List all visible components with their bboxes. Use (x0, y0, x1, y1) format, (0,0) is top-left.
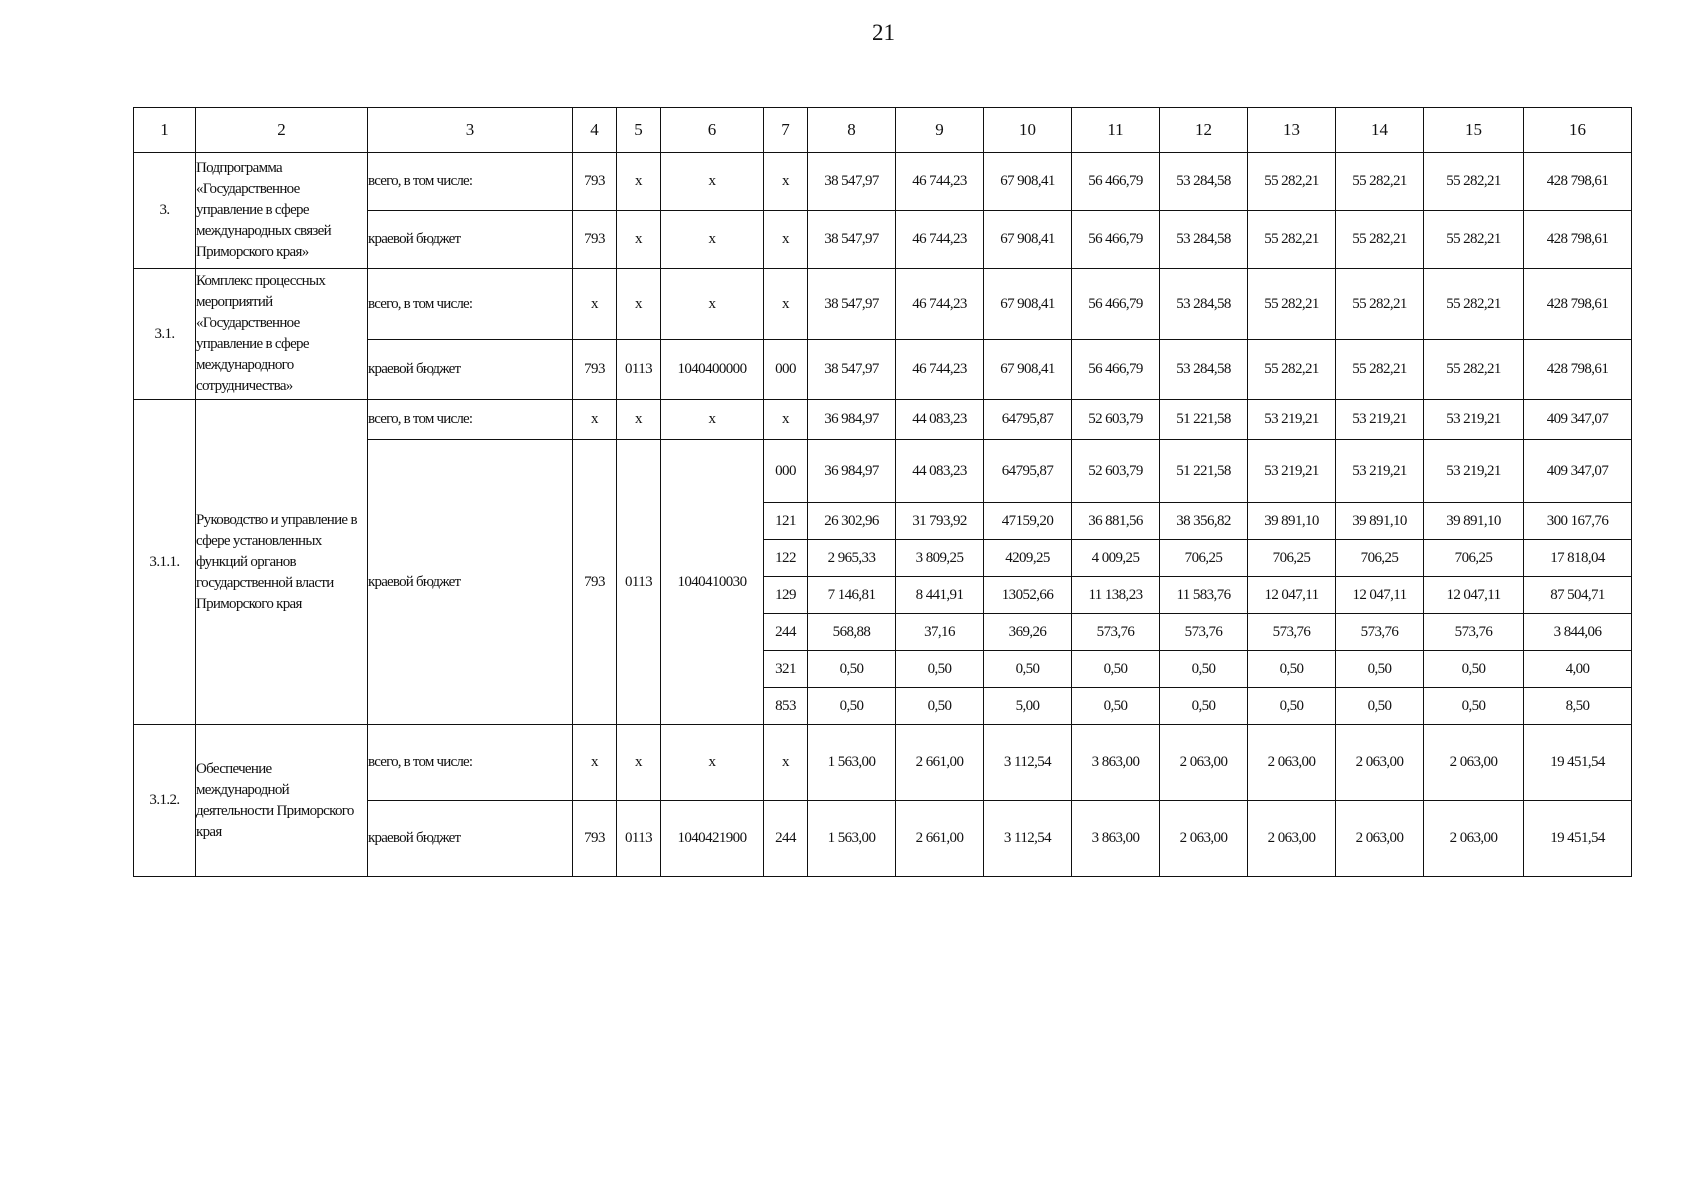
value-cell: 0,50 (1248, 688, 1336, 725)
value-cell: 4 009,25 (1072, 540, 1160, 577)
value-cell: 0,50 (896, 688, 984, 725)
value-cell: 0,50 (896, 651, 984, 688)
code-cell: 0113 (617, 440, 661, 725)
value-cell: 0,50 (1336, 651, 1424, 688)
value-cell: 38 547,97 (808, 340, 896, 400)
value-cell: 56 466,79 (1072, 269, 1160, 340)
value-cell: 2 063,00 (1160, 725, 1248, 801)
code-cell: х (617, 153, 661, 211)
total-cell: 300 167,76 (1524, 503, 1632, 540)
value-cell: 573,76 (1248, 614, 1336, 651)
code-cell: х (764, 400, 808, 440)
code-cell: 244 (764, 801, 808, 877)
value-cell: 55 282,21 (1336, 340, 1424, 400)
value-cell: 573,76 (1072, 614, 1160, 651)
total-cell: 8,50 (1524, 688, 1632, 725)
value-cell: 46 744,23 (896, 211, 984, 269)
value-cell: 573,76 (1160, 614, 1248, 651)
value-cell: 56 466,79 (1072, 340, 1160, 400)
header-cell: 12 (1160, 108, 1248, 153)
value-cell: 67 908,41 (984, 211, 1072, 269)
code-cell: х (617, 269, 661, 340)
code-cell: 793 (573, 440, 617, 725)
header-cell: 4 (573, 108, 617, 153)
code-cell: 121 (764, 503, 808, 540)
total-cell: 3 844,06 (1524, 614, 1632, 651)
value-cell: 706,25 (1160, 540, 1248, 577)
value-cell: 47159,20 (984, 503, 1072, 540)
value-cell: 38 547,97 (808, 211, 896, 269)
value-cell: 55 282,21 (1424, 211, 1524, 269)
code-cell: 000 (764, 440, 808, 503)
value-cell: 3 112,54 (984, 801, 1072, 877)
table-row (134, 269, 1632, 340)
value-cell: 36 984,97 (808, 400, 896, 440)
header-cell: 10 (984, 108, 1072, 153)
value-cell: 4209,25 (984, 540, 1072, 577)
value-cell: 7 146,81 (808, 577, 896, 614)
value-cell: 12 047,11 (1336, 577, 1424, 614)
funding-source: всего, в том числе: (368, 400, 573, 440)
row-title: Подпрограмма «Государственное управление в сфере международных связей Приморского края» (196, 153, 368, 269)
value-cell: 1 563,00 (808, 725, 896, 801)
total-cell: 19 451,54 (1524, 725, 1632, 801)
value-cell: 2 965,33 (808, 540, 896, 577)
value-cell: 0,50 (1072, 651, 1160, 688)
total-cell: 428 798,61 (1524, 211, 1632, 269)
value-cell: 2 063,00 (1248, 725, 1336, 801)
value-cell: 0,50 (1160, 651, 1248, 688)
total-cell: 428 798,61 (1524, 340, 1632, 400)
code-cell: 1040410030 (661, 440, 764, 725)
header-cell: 16 (1524, 108, 1632, 153)
funding-source: краевой бюджет (368, 440, 573, 725)
code-cell: 1040421900 (661, 801, 764, 877)
row-title: Комплекс процессных мероприятий «Государственное управление в сфере международного сотрудничества» (196, 269, 368, 400)
value-cell: 52 603,79 (1072, 400, 1160, 440)
code-cell: х (617, 725, 661, 801)
value-cell: 53 219,21 (1424, 400, 1524, 440)
value-cell: 8 441,91 (896, 577, 984, 614)
header-cell: 8 (808, 108, 896, 153)
header-cell: 15 (1424, 108, 1524, 153)
value-cell: 55 282,21 (1424, 340, 1524, 400)
value-cell: 55 282,21 (1248, 340, 1336, 400)
value-cell: 55 282,21 (1424, 269, 1524, 340)
total-cell: 4,00 (1524, 651, 1632, 688)
value-cell: 1 563,00 (808, 801, 896, 877)
total-cell: 17 818,04 (1524, 540, 1632, 577)
code-cell: 793 (573, 211, 617, 269)
value-cell: 2 661,00 (896, 725, 984, 801)
value-cell: 39 891,10 (1336, 503, 1424, 540)
funding-source: всего, в том числе: (368, 153, 573, 211)
value-cell: 44 083,23 (896, 400, 984, 440)
value-cell: 706,25 (1248, 540, 1336, 577)
value-cell: 3 863,00 (1072, 725, 1160, 801)
code-cell: 793 (573, 340, 617, 400)
total-cell: 19 451,54 (1524, 801, 1632, 877)
value-cell: 53 219,21 (1248, 440, 1336, 503)
value-cell: 573,76 (1424, 614, 1524, 651)
value-cell: 56 466,79 (1072, 153, 1160, 211)
value-cell: 39 891,10 (1248, 503, 1336, 540)
value-cell: 53 219,21 (1424, 440, 1524, 503)
value-cell: 706,25 (1424, 540, 1524, 577)
funding-source: всего, в том числе: (368, 269, 573, 340)
table-row (134, 725, 1632, 801)
value-cell: 0,50 (1336, 688, 1424, 725)
value-cell: 0,50 (1248, 651, 1336, 688)
page-number: 21 (872, 20, 895, 45)
value-cell: 67 908,41 (984, 340, 1072, 400)
total-cell: 428 798,61 (1524, 269, 1632, 340)
code-cell: х (573, 269, 617, 340)
value-cell: 3 809,25 (896, 540, 984, 577)
value-cell: 55 282,21 (1424, 153, 1524, 211)
code-cell: 853 (764, 688, 808, 725)
value-cell: 53 284,58 (1160, 269, 1248, 340)
value-cell: 38 547,97 (808, 269, 896, 340)
code-cell: х (661, 211, 764, 269)
value-cell: 53 219,21 (1336, 400, 1424, 440)
value-cell: 0,50 (1160, 688, 1248, 725)
header-cell: 2 (196, 108, 368, 153)
value-cell: 46 744,23 (896, 269, 984, 340)
value-cell: 55 282,21 (1248, 269, 1336, 340)
value-cell: 51 221,58 (1160, 400, 1248, 440)
row-number: 3.1. (134, 269, 196, 400)
code-cell: х (573, 400, 617, 440)
code-cell: х (764, 269, 808, 340)
value-cell: 46 744,23 (896, 340, 984, 400)
value-cell: 64795,87 (984, 400, 1072, 440)
value-cell: 55 282,21 (1336, 211, 1424, 269)
code-cell: х (661, 269, 764, 340)
budget-table (133, 107, 1632, 877)
row-title: Руководство и управление в сфере установленных функций органов государственной власти Приморского края (196, 400, 368, 725)
value-cell: 46 744,23 (896, 153, 984, 211)
value-cell: 37,16 (896, 614, 984, 651)
header-cell: 5 (617, 108, 661, 153)
code-cell: х (764, 211, 808, 269)
value-cell: 2 063,00 (1248, 801, 1336, 877)
code-cell: х (661, 400, 764, 440)
value-cell: 2 661,00 (896, 801, 984, 877)
value-cell: 53 219,21 (1336, 440, 1424, 503)
code-cell: 321 (764, 651, 808, 688)
header-cell: 1 (134, 108, 196, 153)
value-cell: 2 063,00 (1336, 801, 1424, 877)
value-cell: 52 603,79 (1072, 440, 1160, 503)
header-row (134, 108, 1632, 153)
value-cell: 3 863,00 (1072, 801, 1160, 877)
value-cell: 0,50 (1072, 688, 1160, 725)
header-cell: 9 (896, 108, 984, 153)
header-cell: 6 (661, 108, 764, 153)
header-cell: 13 (1248, 108, 1336, 153)
value-cell: 53 284,58 (1160, 153, 1248, 211)
code-cell: х (573, 725, 617, 801)
row-number: 3.1.2. (134, 725, 196, 877)
value-cell: 38 356,82 (1160, 503, 1248, 540)
total-cell: 428 798,61 (1524, 153, 1632, 211)
code-cell: 793 (573, 153, 617, 211)
table-row (134, 153, 1632, 211)
value-cell: 55 282,21 (1336, 153, 1424, 211)
value-cell: 2 063,00 (1424, 725, 1524, 801)
value-cell: 0,50 (808, 651, 896, 688)
value-cell: 2 063,00 (1336, 725, 1424, 801)
value-cell: 44 083,23 (896, 440, 984, 503)
code-cell: 129 (764, 577, 808, 614)
value-cell: 38 547,97 (808, 153, 896, 211)
value-cell: 53 219,21 (1248, 400, 1336, 440)
value-cell: 55 282,21 (1336, 269, 1424, 340)
value-cell: 0,50 (1424, 651, 1524, 688)
value-cell: 53 284,58 (1160, 340, 1248, 400)
code-cell: х (661, 153, 764, 211)
value-cell: 0,50 (1424, 688, 1524, 725)
value-cell: 51 221,58 (1160, 440, 1248, 503)
value-cell: 12 047,11 (1424, 577, 1524, 614)
header-cell: 3 (368, 108, 573, 153)
value-cell: 36 881,56 (1072, 503, 1160, 540)
funding-source: краевой бюджет (368, 211, 573, 269)
code-cell: 244 (764, 614, 808, 651)
funding-source: всего, в том числе: (368, 725, 573, 801)
table-row (134, 400, 1632, 440)
value-cell: 55 282,21 (1248, 211, 1336, 269)
total-cell: 409 347,07 (1524, 400, 1632, 440)
value-cell: 39 891,10 (1424, 503, 1524, 540)
value-cell: 53 284,58 (1160, 211, 1248, 269)
value-cell: 64795,87 (984, 440, 1072, 503)
row-title: Обеспечение международной деятельности Приморского края (196, 725, 368, 877)
header-cell: 11 (1072, 108, 1160, 153)
code-cell: 1040400000 (661, 340, 764, 400)
value-cell: 0,50 (984, 651, 1072, 688)
value-cell: 12 047,11 (1248, 577, 1336, 614)
value-cell: 2 063,00 (1424, 801, 1524, 877)
value-cell: 67 908,41 (984, 269, 1072, 340)
value-cell: 3 112,54 (984, 725, 1072, 801)
code-cell: х (617, 211, 661, 269)
funding-source: краевой бюджет (368, 801, 573, 877)
value-cell: 11 138,23 (1072, 577, 1160, 614)
value-cell: 56 466,79 (1072, 211, 1160, 269)
value-cell: 31 793,92 (896, 503, 984, 540)
code-cell: х (764, 725, 808, 801)
value-cell: 67 908,41 (984, 153, 1072, 211)
code-cell: 0113 (617, 340, 661, 400)
total-cell: 409 347,07 (1524, 440, 1632, 503)
value-cell: 13052,66 (984, 577, 1072, 614)
value-cell: 26 302,96 (808, 503, 896, 540)
value-cell: 55 282,21 (1248, 153, 1336, 211)
code-cell: х (764, 153, 808, 211)
value-cell: 568,88 (808, 614, 896, 651)
code-cell: 0113 (617, 801, 661, 877)
value-cell: 2 063,00 (1160, 801, 1248, 877)
header-cell: 7 (764, 108, 808, 153)
value-cell: 706,25 (1336, 540, 1424, 577)
code-cell: 793 (573, 801, 617, 877)
total-cell: 87 504,71 (1524, 577, 1632, 614)
funding-source: краевой бюджет (368, 340, 573, 400)
row-number: 3. (134, 153, 196, 269)
value-cell: 11 583,76 (1160, 577, 1248, 614)
value-cell: 36 984,97 (808, 440, 896, 503)
code-cell: х (617, 400, 661, 440)
code-cell: 122 (764, 540, 808, 577)
row-number: 3.1.1. (134, 400, 196, 725)
value-cell: 0,50 (808, 688, 896, 725)
value-cell: 573,76 (1336, 614, 1424, 651)
code-cell: х (661, 725, 764, 801)
value-cell: 5,00 (984, 688, 1072, 725)
code-cell: 000 (764, 340, 808, 400)
header-cell: 14 (1336, 108, 1424, 153)
value-cell: 369,26 (984, 614, 1072, 651)
